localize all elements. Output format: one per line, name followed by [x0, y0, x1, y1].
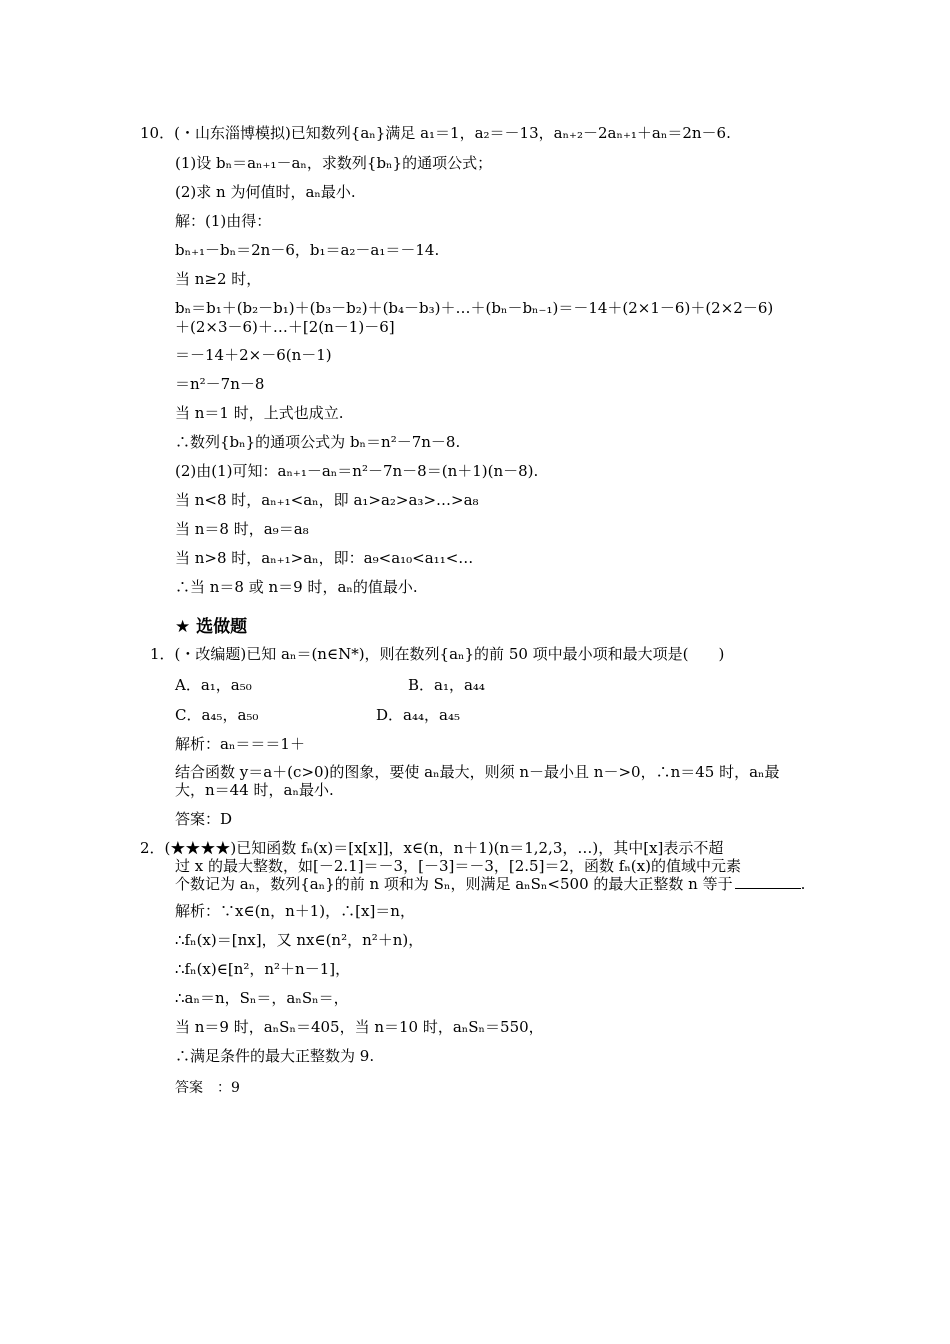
solution-line: 解析：aₙ＝＝＝1＋ — [175, 735, 305, 753]
solution-line: 当 n>8 时，aₙ₊₁>aₙ，即：a₉<a₁₀<a₁₁<… — [175, 549, 474, 567]
solution-line: ＝－14＋2×－6(n－1) — [175, 346, 332, 364]
solution-line: ＋(2×3－6)＋…＋[2(n－1)－6] — [175, 318, 395, 336]
solution-line: bₙ＝b₁＋(b₂－b₁)＋(b₃－b₂)＋(b₄－b₃)＋…＋(bₙ－bₙ₋₁)＝－14＋(2×1－6)＋(2×2－6) — [175, 299, 774, 317]
solution-line: ∴aₙ＝n，Sₙ＝，aₙSₙ＝， — [175, 989, 349, 1007]
section-heading — [175, 612, 247, 637]
solution-line: ∴满足条件的最大正整数为 9. — [175, 1047, 375, 1065]
solution-line: ＝n²－7n－8 — [175, 375, 265, 393]
answer-line: 答案 ：9 — [175, 1080, 240, 1096]
answer-blank — [735, 874, 801, 889]
period: . — [800, 875, 806, 893]
problem-10-question-1: (1)设 bₙ＝aₙ₊₁－aₙ，求数列{bₙ}的通项公式； — [175, 154, 493, 172]
solution-line: 结合函数 y＝a＋(c>0)的图象，要使 aₙ最大，则须 n－最小且 n－>0，∴n＝45 时，aₙ最 — [175, 763, 780, 781]
solution-line: 当 n≥2 时， — [175, 270, 262, 288]
answer-line: 答案：D — [175, 810, 233, 828]
option-b: B．a₁，a₄₄ — [408, 676, 485, 694]
solution-line: 大，n＝44 时，aₙ最小. — [175, 781, 334, 799]
solution-line: 当 n<8 时，aₙ₊₁<aₙ，即 a₁>a₂>a₃>…>a₈ — [175, 491, 479, 509]
problem-10-question-2: (2)求 n 为何值时，aₙ最小. — [175, 183, 356, 201]
option-c: C．a₄₅，a₅₀ — [175, 706, 259, 724]
problem-2-line: 过 x 的最大整数，如[－2.1]＝－3，[－3]＝－3，[2.5]＝2，函数 fₙ(x)的值域中元素 — [175, 857, 741, 875]
solution-line: 当 n＝9 时，aₙSₙ＝405，当 n＝10 时，aₙSₙ＝550， — [175, 1018, 544, 1036]
solution-line: (2)由(1)可知：aₙ₊₁－aₙ＝n²－7n－8＝(n＋1)(n－8). — [175, 462, 539, 480]
problem-10-title: 10．(・山东淄博模拟)已知数列{aₙ}满足 a₁＝1，a₂＝－13，aₙ₊₂－2aₙ₊₁＋aₙ＝2n－6. — [140, 124, 731, 142]
problem-2-line — [175, 874, 805, 894]
star-icon: ★ — [175, 617, 191, 637]
solution-line: ∴fₙ(x)∈[n²，n²＋n－1]， — [175, 960, 351, 978]
option-a: A．a₁，a₅₀ — [175, 676, 252, 694]
option-d: D．a₄₄，a₄₅ — [376, 706, 460, 724]
solution-line: 当 n＝8 时，a₉＝a₈ — [175, 520, 309, 538]
solution-line: ∴数列{bₙ}的通项公式为 bₙ＝n²－7n－8. — [175, 433, 461, 451]
solution-line: ∴当 n＝8 或 n＝9 时，aₙ的值最小. — [175, 578, 418, 596]
solution-line: bₙ₊₁－bₙ＝2n－6，b₁＝a₂－a₁＝－14. — [175, 241, 440, 259]
solution-line: ∴fₙ(x)＝[nx]，又 nx∈(n²，n²＋n)， — [175, 931, 424, 949]
problem-2-line: 2．(★★★★)已知函数 fₙ(x)＝[x[x]]，x∈(n，n＋1)(n＝1,2,3，…)，其中[x]表示不超 — [140, 839, 724, 857]
problem-1-title: 1．(・改编题)已知 aₙ＝(n∈N*)，则在数列{aₙ}的前 50 项中最小项和最大项是( ) — [150, 645, 725, 663]
section-title: 选做题 — [196, 617, 248, 637]
solution-line: 解：(1)由得： — [175, 212, 272, 230]
solution-line: 当 n＝1 时，上式也成立. — [175, 404, 344, 422]
solution-line: 解析：∵x∈(n，n＋1)，∴[x]＝n， — [175, 902, 415, 920]
problem-2-line-text: 个数记为 aₙ，数列{aₙ}的前 n 项和为 Sₙ，则满足 aₙSₙ<500 的最大正整数 n 等于 — [175, 875, 733, 893]
